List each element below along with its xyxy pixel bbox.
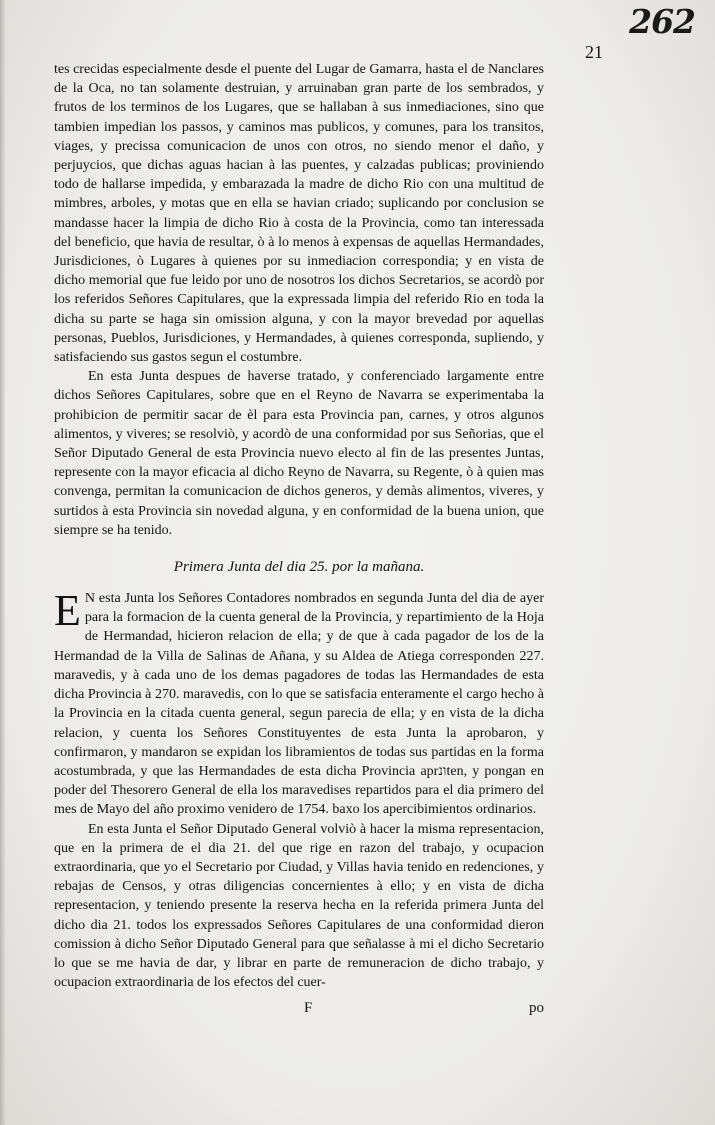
page-footer [54, 1000, 544, 1022]
body-text [54, 60, 544, 992]
paragraph-contadores [54, 586, 545, 819]
drop-cap-letter: E [54, 586, 81, 636]
paragraph-contadores-text: N esta Junta los Señores Contadores nombrados en segunda Junta del dia de ayer para la formacion de la cuenta general de la Provincia, y repartimiento de la Hoja de Hermandad, hicieron relacion de ella; y de que à cada pagador de los de la Hermandad de la Villa de Salinas de Añana, y su Aldea de Atiega corresponden 227. maravedis, y à cada uno de los demas pagadores de todas las Hermandades de esta dicha Provincia à 270. maravedis, con lo que se satisfacia enteramente el cargo hecho à la Provincia en la citada cuenta general, segun parecia de ella; y en vista de la dicha relacion, y cuenta los Señores Constituyentes de esta Junta la aprobaron, y confirmaron, y mandaron se expidan los libramientos de todas sus partidas en la forma acostumbrada, y que las Hermandades de esta dicha Provincia aprונten, y pongan en poder del Thesorero General de ella los maravedises repartidos para el dia primero del mes de Mayo del año proximo venidero de 1754. baxo los apercibimientos ordinarios. [54, 591, 545, 818]
paragraph-navarra: En esta Junta despues de haverse tratado, y conferenciado largamente entre dichos Señores Capitulares, sobre que en el Reyno de Navarra se experimentaba la prohibicion de permitir sacar de èl para esta Provincia pan, carnes, y otros algunos alimentos, y viveres; se resolviò, y acordò de una conformidad por sus Señorias, que el Señor Diputado General de esta Provincia nuevo electo al fin de las presentes Juntas, represente con la mayor eficacia al dicho Reyno de Navarra, su Regente, ò à quien mas convenga, permitan la comunicacion de dichos generos, y demàs alimentos, viveres, y surtidos à esta Provincia sin novedad alguna, y en conformidad de la buena union, que siempre se ha tenido. [54, 369, 544, 538]
paragraph-diputado: En esta Junta el Señor Diputado General volviò à hacer la misma representacion, que en la primera de el dia 21. del que rige en razon del trabajo, y ocupacion extraordinaria, que yo el Secretario por Ciudad, y Villas havia tenido en redenciones, y rebajas de Censos, y otras diligencias concernientes à ello; y en vista de dicha representacion, y teniendo presente la reserva hecha en la referida primera Junta del dicho dia 21. todos los expressados Señores Capitulares de una conformidad dieron comission à dicho Señor Diputado General para que señalasse à mi el dicho Secretario lo que se me havia de dar, y librar en parte de remuneracion de dicho trabajo, y ocupacion extraordinaria de los efectos del cuer- [54, 821, 544, 991]
folio-mark: 262 [629, 2, 695, 41]
page-number: 21 [585, 42, 603, 62]
catchword: po [529, 1000, 544, 1016]
page-edge-shadow [0, 0, 6, 1125]
signature-mark: F [304, 1000, 313, 1016]
paragraph-continuation: tes crecidas especialmente desde el puente del Lugar de Gamarra, hasta el de Nanclares de la Oca, no tan solamente destruian, y arruinaban gran parte de los sembrados, y frutos de los terminos de los Lugares, que se hallaban à sus inmediaciones, sino que tambien impedian los passos, y caminos mas publicos, y comunes, para los transitos, viages, y precissa comunicacion de unos con otros, no siendo menor el daño, y perjuycios, que dichas aguas hacian à las puentes, y calzadas publicas; proviniendo todo de hallarse impedida, y embarazada la madre de dicho Rio con una multitud de mimbres, arboles, y motas que en ella se havian criado; suplicando por conclusion se mandasse hacer la limpia de dicho Rio à costa de la Provincia, como tan interessada del beneficio, que havia de resultar, ò à lo menos à expensas de aquellas Hermandades, Jurisdiciones, ò Lugares à quienes por su inmediacion correspondia; y en vista de dicho memorial que fue leido por uno de nosotros los dichos Secretarios, se acordò por los referidos Señores Capitulares, que la expressada limpia del referido Rio en toda la dicha su parte se haga sin omission alguna, y con la mayor brevedad por aquellas personas, Pueblos, Jurisdiciones, y Hermandades, à quienes corresponda, supliendo, y satisfaciendo sus gastos segun el costumbre. [54, 62, 544, 366]
section-heading: Primera Junta del dia 25. por la mañana. [173, 559, 425, 576]
